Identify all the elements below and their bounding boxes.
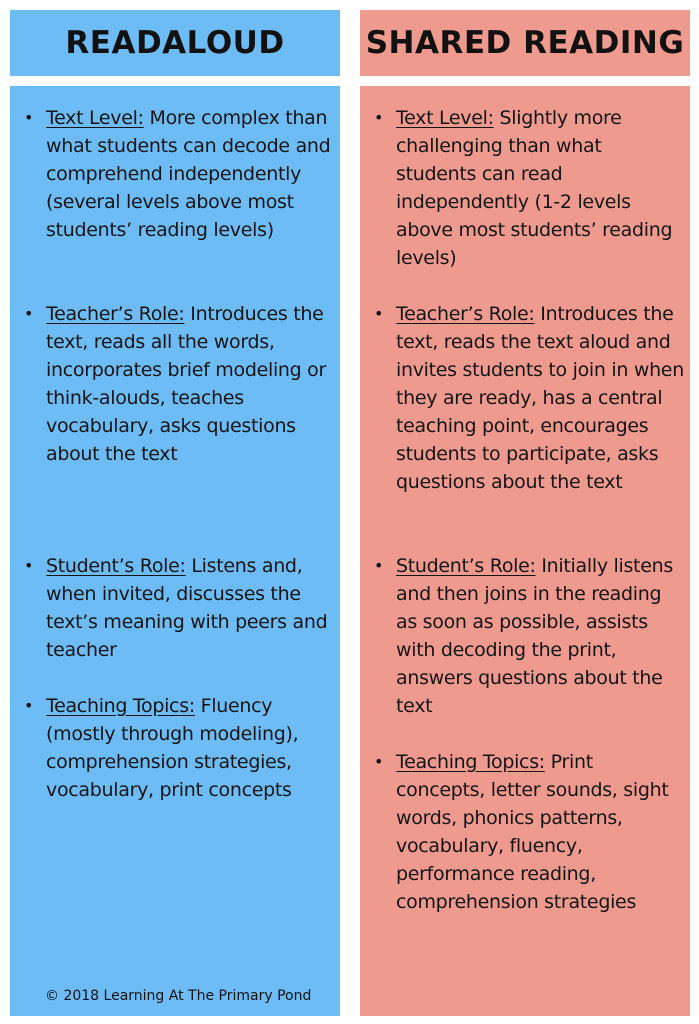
copyright-footer: © 2018 Learning At The Primary Pond <box>45 988 312 1004</box>
bullet-icon: • <box>374 304 384 323</box>
item-text: More complex than what students can decode and comprehend independently (several levels above most students’ reading levels) <box>46 107 331 241</box>
bullet-icon: • <box>374 556 384 575</box>
item-term: Teacher’s Role: <box>396 303 535 325</box>
item-text: Fluency (mostly through modeling), comprehension strategies, vocabulary, print concepts <box>46 695 299 801</box>
shared-reading-header: SHARED READING <box>360 10 690 76</box>
bullet-icon: • <box>24 304 34 323</box>
item-term: Text Level: <box>46 107 144 129</box>
readaloud-column <box>10 86 340 1016</box>
item-term: Student’s Role: <box>396 555 536 577</box>
readaloud-header: READALOUD <box>10 10 340 76</box>
item-term: Text Level: <box>396 107 494 129</box>
item-term: Teaching Topics: <box>396 751 545 773</box>
item-text: Introduces the text, reads the text aloud and invites students to join in when they are ready, has a central teaching point, encourages students to participate, asks questions about the text <box>396 303 684 493</box>
item-text: Initially listens and then joins in the reading as soon as possible, assists with decoding the print, answers questions about the text <box>396 555 673 717</box>
bullet-icon: • <box>374 108 384 127</box>
item-text: Introduces the text, reads all the words, incorporates brief modeling or think-alouds, teaches vocabulary, asks questions about the text <box>46 303 327 465</box>
item-term: Teaching Topics: <box>46 695 195 717</box>
item-term: Teacher’s Role: <box>46 303 185 325</box>
bullet-icon: • <box>24 108 34 127</box>
item-text: Listens and, when invited, discusses the text’s meaning with peers and teacher <box>46 555 328 661</box>
item-text: Slightly more challenging than what students can read independently (1-2 levels above most students’ reading levels) <box>396 107 673 269</box>
bullet-icon: • <box>24 556 34 575</box>
bullet-icon: • <box>374 752 384 771</box>
item-text: Print concepts, letter sounds, sight words, phonics patterns, vocabulary, fluency, performance reading, comprehension strategies <box>396 751 669 913</box>
shared-reading-column <box>360 86 690 1016</box>
bullet-icon: • <box>24 696 34 715</box>
item-term: Student’s Role: <box>46 555 186 577</box>
